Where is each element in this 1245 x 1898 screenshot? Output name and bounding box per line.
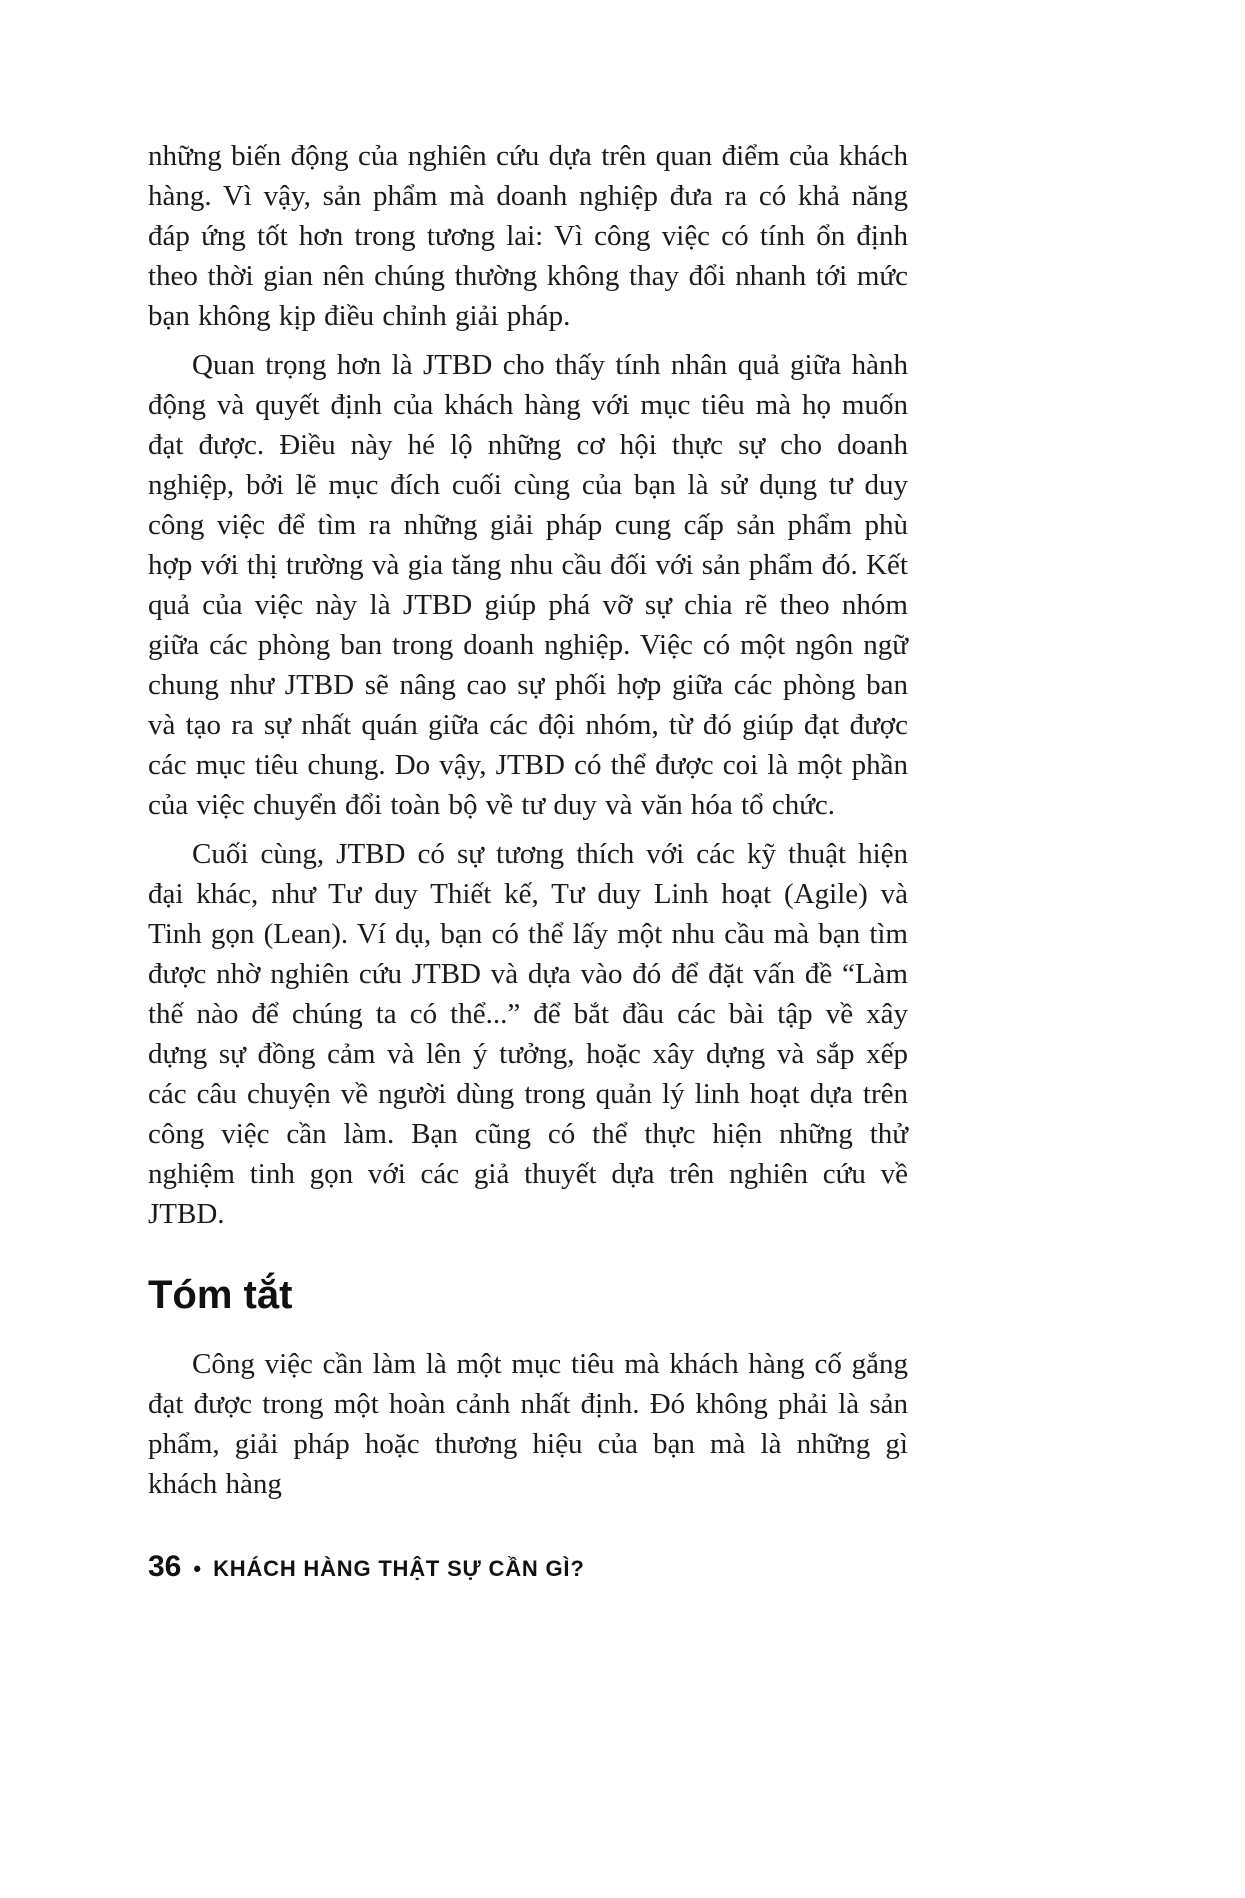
body-paragraph: Công việc cần làm là một mục tiêu mà khách hàng cố gắng đạt được trong một hoàn cảnh nhất định. Đó không phải là sản phẩm, giải pháp hoặc thương hiệu của bạn mà là những gì khách hàng bbox=[148, 1348, 908, 1500]
body-paragraph: Quan trọng hơn là JTBD cho thấy tính nhân quả giữa hành động và quyết định của khách hàng với mục tiêu mà họ muốn đạt được. Điều này hé lộ những cơ hội thực sự cho doanh nghiệp, bởi lẽ mục đích cuối cùng của bạn là sử dụng tư duy công việc để tìm ra những giải pháp cung cấp sản phẩm phù hợp với thị trường và gia tăng nhu cầu đối với sản phẩm đó. Kết quả của việc này là JTBD giúp phá vỡ sự chia rẽ theo nhóm giữa các phòng ban trong doanh nghiệp. Việc có một ngôn ngữ chung như JTBD sẽ nâng cao sự phối hợp giữa các phòng ban và tạo ra sự nhất quán giữa các đội nhóm, từ đó giúp đạt được các mục tiêu chung. Do vậy, JTBD có thể được coi là một phần của việc chuyển đổi toàn bộ về tư duy và văn hóa tổ chức. bbox=[148, 349, 908, 821]
section-heading: Tóm tắt bbox=[148, 1273, 293, 1317]
bullet-separator-icon: • bbox=[193, 1556, 202, 1581]
page-number: 36 bbox=[148, 1550, 182, 1583]
body-paragraph: Cuối cùng, JTBD có sự tương thích với các kỹ thuật hiện đại khác, như Tư duy Thiết kế, Tư duy Linh hoạt (Agile) và Tinh gọn (Lean). Ví dụ, bạn có thể lấy một nhu cầu mà bạn tìm được nhờ nghiên cứu JTBD và dựa vào đó để đặt vấn đề “Làm thế nào để chúng ta có thể...” để bắt đầu các bài tập về xây dựng sự đồng cảm và lên ý tưởng, hoặc xây dựng và sắp xếp các câu chuyện về người dùng trong quản lý linh hoạt dựa trên công việc cần làm. Bạn cũng có thể thực hiện những thử nghiệm tinh gọn với các giả thuyết dựa trên nghiên cứu về JTBD. bbox=[148, 838, 908, 1230]
body-paragraph: những biến động của nghiên cứu dựa trên quan điểm của khách hàng. Vì vậy, sản phẩm mà doanh nghiệp đưa ra có khả năng đáp ứng tốt hơn trong tương lai: Vì công việc có tính ổn định theo thời gian nên chúng thường không thay đổi nhanh tới mức bạn không kịp điều chỉnh giải pháp. bbox=[148, 140, 908, 332]
running-title: KHÁCH HÀNG THẬT SỰ CẦN GÌ? bbox=[213, 1556, 585, 1581]
text-column bbox=[148, 136, 908, 1584]
page-footer bbox=[148, 1550, 908, 1584]
